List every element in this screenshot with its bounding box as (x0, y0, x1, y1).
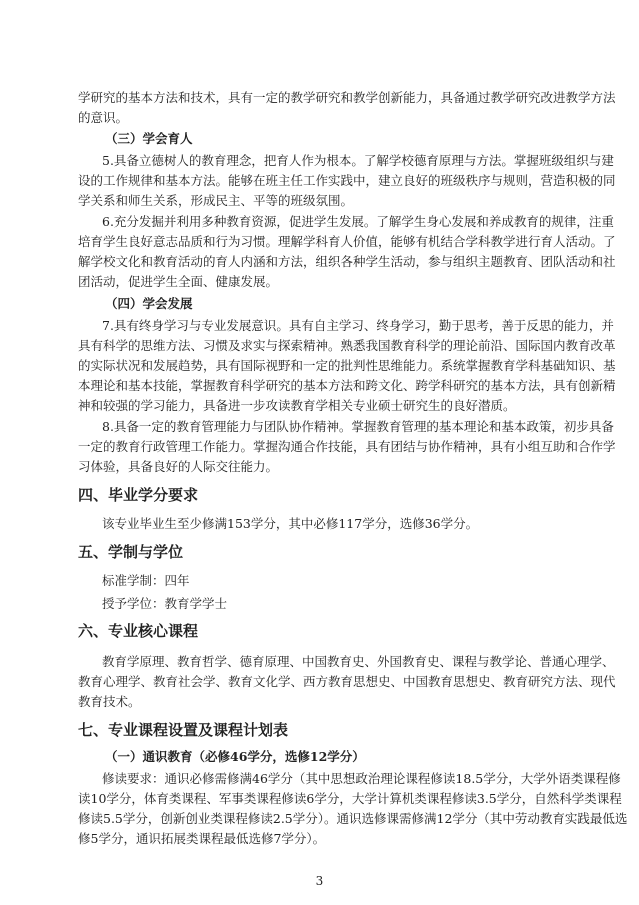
paragraph-line: 教育心理学、教育社会学、教育文化学、西方教育思想史、中国教育思想史、教育研究方法、现代 (78, 674, 616, 689)
paragraph-line: 神和较强的学习能力，具备进一步攻读教育学相关专业硕士研究生的良好潜质。 (78, 398, 516, 413)
paragraph-line: 教育学原理、教育哲学、德育原理、中国教育史、外国教育史、课程与教学论、普通心理学、 (102, 654, 615, 669)
paragraph-line: 本理论和基本技能，掌握教育科学研究的基本方法和跨文化、跨学科研究的基本方法，具有创新精 (78, 378, 616, 393)
paragraph-line: 教育技术。 (78, 694, 141, 709)
section-heading-core-courses: 六、专业核心课程 (78, 622, 199, 640)
paragraph-line: 8.具备一定的教育管理能力与团队协作精神。掌握教育管理的基本理论和基本政策，初步具备 (102, 419, 614, 434)
paragraph-line: 习体验，具备良好的人际交往能力。 (78, 459, 279, 474)
paragraph-line: 修读5.5学分，创新创业类课程修读2.5学分）。通识选修课需修满12学分（其中劳动教育实践最低选 (78, 811, 628, 826)
paragraph-line: 该专业毕业生至少修满153学分，其中必修117学分，选修36学分。 (102, 516, 479, 531)
paragraph-line: 读10学分，体育类课程、军事类课程修读6学分，大学计算机类课程修读3.5学分，自然科学类课程 (78, 791, 622, 806)
paragraph-line: 培育学生良好意志品质和行为习惯。理解学科育人价值，能够有机结合学科教学进行育人活动。了 (78, 234, 616, 249)
paragraph-line: 学研究的基本方法和技术，具有一定的教学研究和教学创新能力，具备通过教学研究改进教学方法 (78, 90, 616, 105)
paragraph-line: 团活动，促进学生全面、健康发展。 (78, 274, 279, 289)
subheading-learn-to-educate: （三）学会育人 (105, 131, 193, 146)
paragraph-line: 修5学分，通识拓展类课程最低选修7学分）。 (78, 831, 326, 846)
paragraph-line: 5.具备立德树人的教育理念，把育人作为根本。了解学校德育原理与方法。掌握班级组织与建 (102, 153, 614, 168)
subheading-learn-to-develop: （四）学会发展 (105, 296, 193, 311)
paragraph-line: 一定的教育行政管理工作能力。掌握沟通合作技能，具有团结与协作精神，具有小组互助和合作学 (78, 439, 616, 454)
paragraph-line: 6.充分发掘并利用多种教育资源，促进学生发展。了解学生身心发展和养成教育的规律，注重 (102, 214, 614, 229)
section-heading-duration-degree: 五、学制与学位 (78, 543, 184, 561)
paragraph-line: 修读要求：通识必修需修满46学分（其中思想政治理论课程修读18.5学分，大学外语类课程修 (102, 771, 621, 786)
section-heading-curriculum: 七、专业课程设置及课程计划表 (78, 721, 289, 739)
section-heading-credits: 四、毕业学分要求 (78, 486, 199, 504)
page-number: 3 (315, 874, 324, 888)
paragraph-line: 设的工作规律和基本方法。能够在班主任工作实践中，建立良好的班级秩序与规则，营造积极的同 (78, 173, 616, 188)
paragraph-line: 授予学位：教育学学士 (102, 596, 228, 611)
paragraph-line: 标准学制：四年 (102, 573, 190, 588)
paragraph-line: 解学校文化和教育活动的育人内涵和方法，组织各种学生活动，参与组织主题教育、团队活动和社 (78, 254, 616, 269)
paragraph-line: 学关系和师生关系，形成民主、平等的班级氛围。 (78, 193, 354, 208)
paragraph-line: 具有科学的思维方法、习惯及求实与探索精神。熟悉我国教育科学的理论前沿、国际国内教育改革 (78, 338, 616, 353)
paragraph-line: 的实际状况和发展趋势，具有国际视野和一定的批判性思维能力。系统掌握教育学科基础知识、基 (78, 358, 616, 373)
paragraph-line: 的意识。 (78, 110, 129, 125)
subheading-general-education: （一）通识教育（必修46学分，选修12学分） (105, 749, 365, 764)
paragraph-line: 7.具有终身学习与专业发展意识。具有自主学习、终身学习，勤于思考，善于反思的能力，并 (102, 318, 614, 333)
